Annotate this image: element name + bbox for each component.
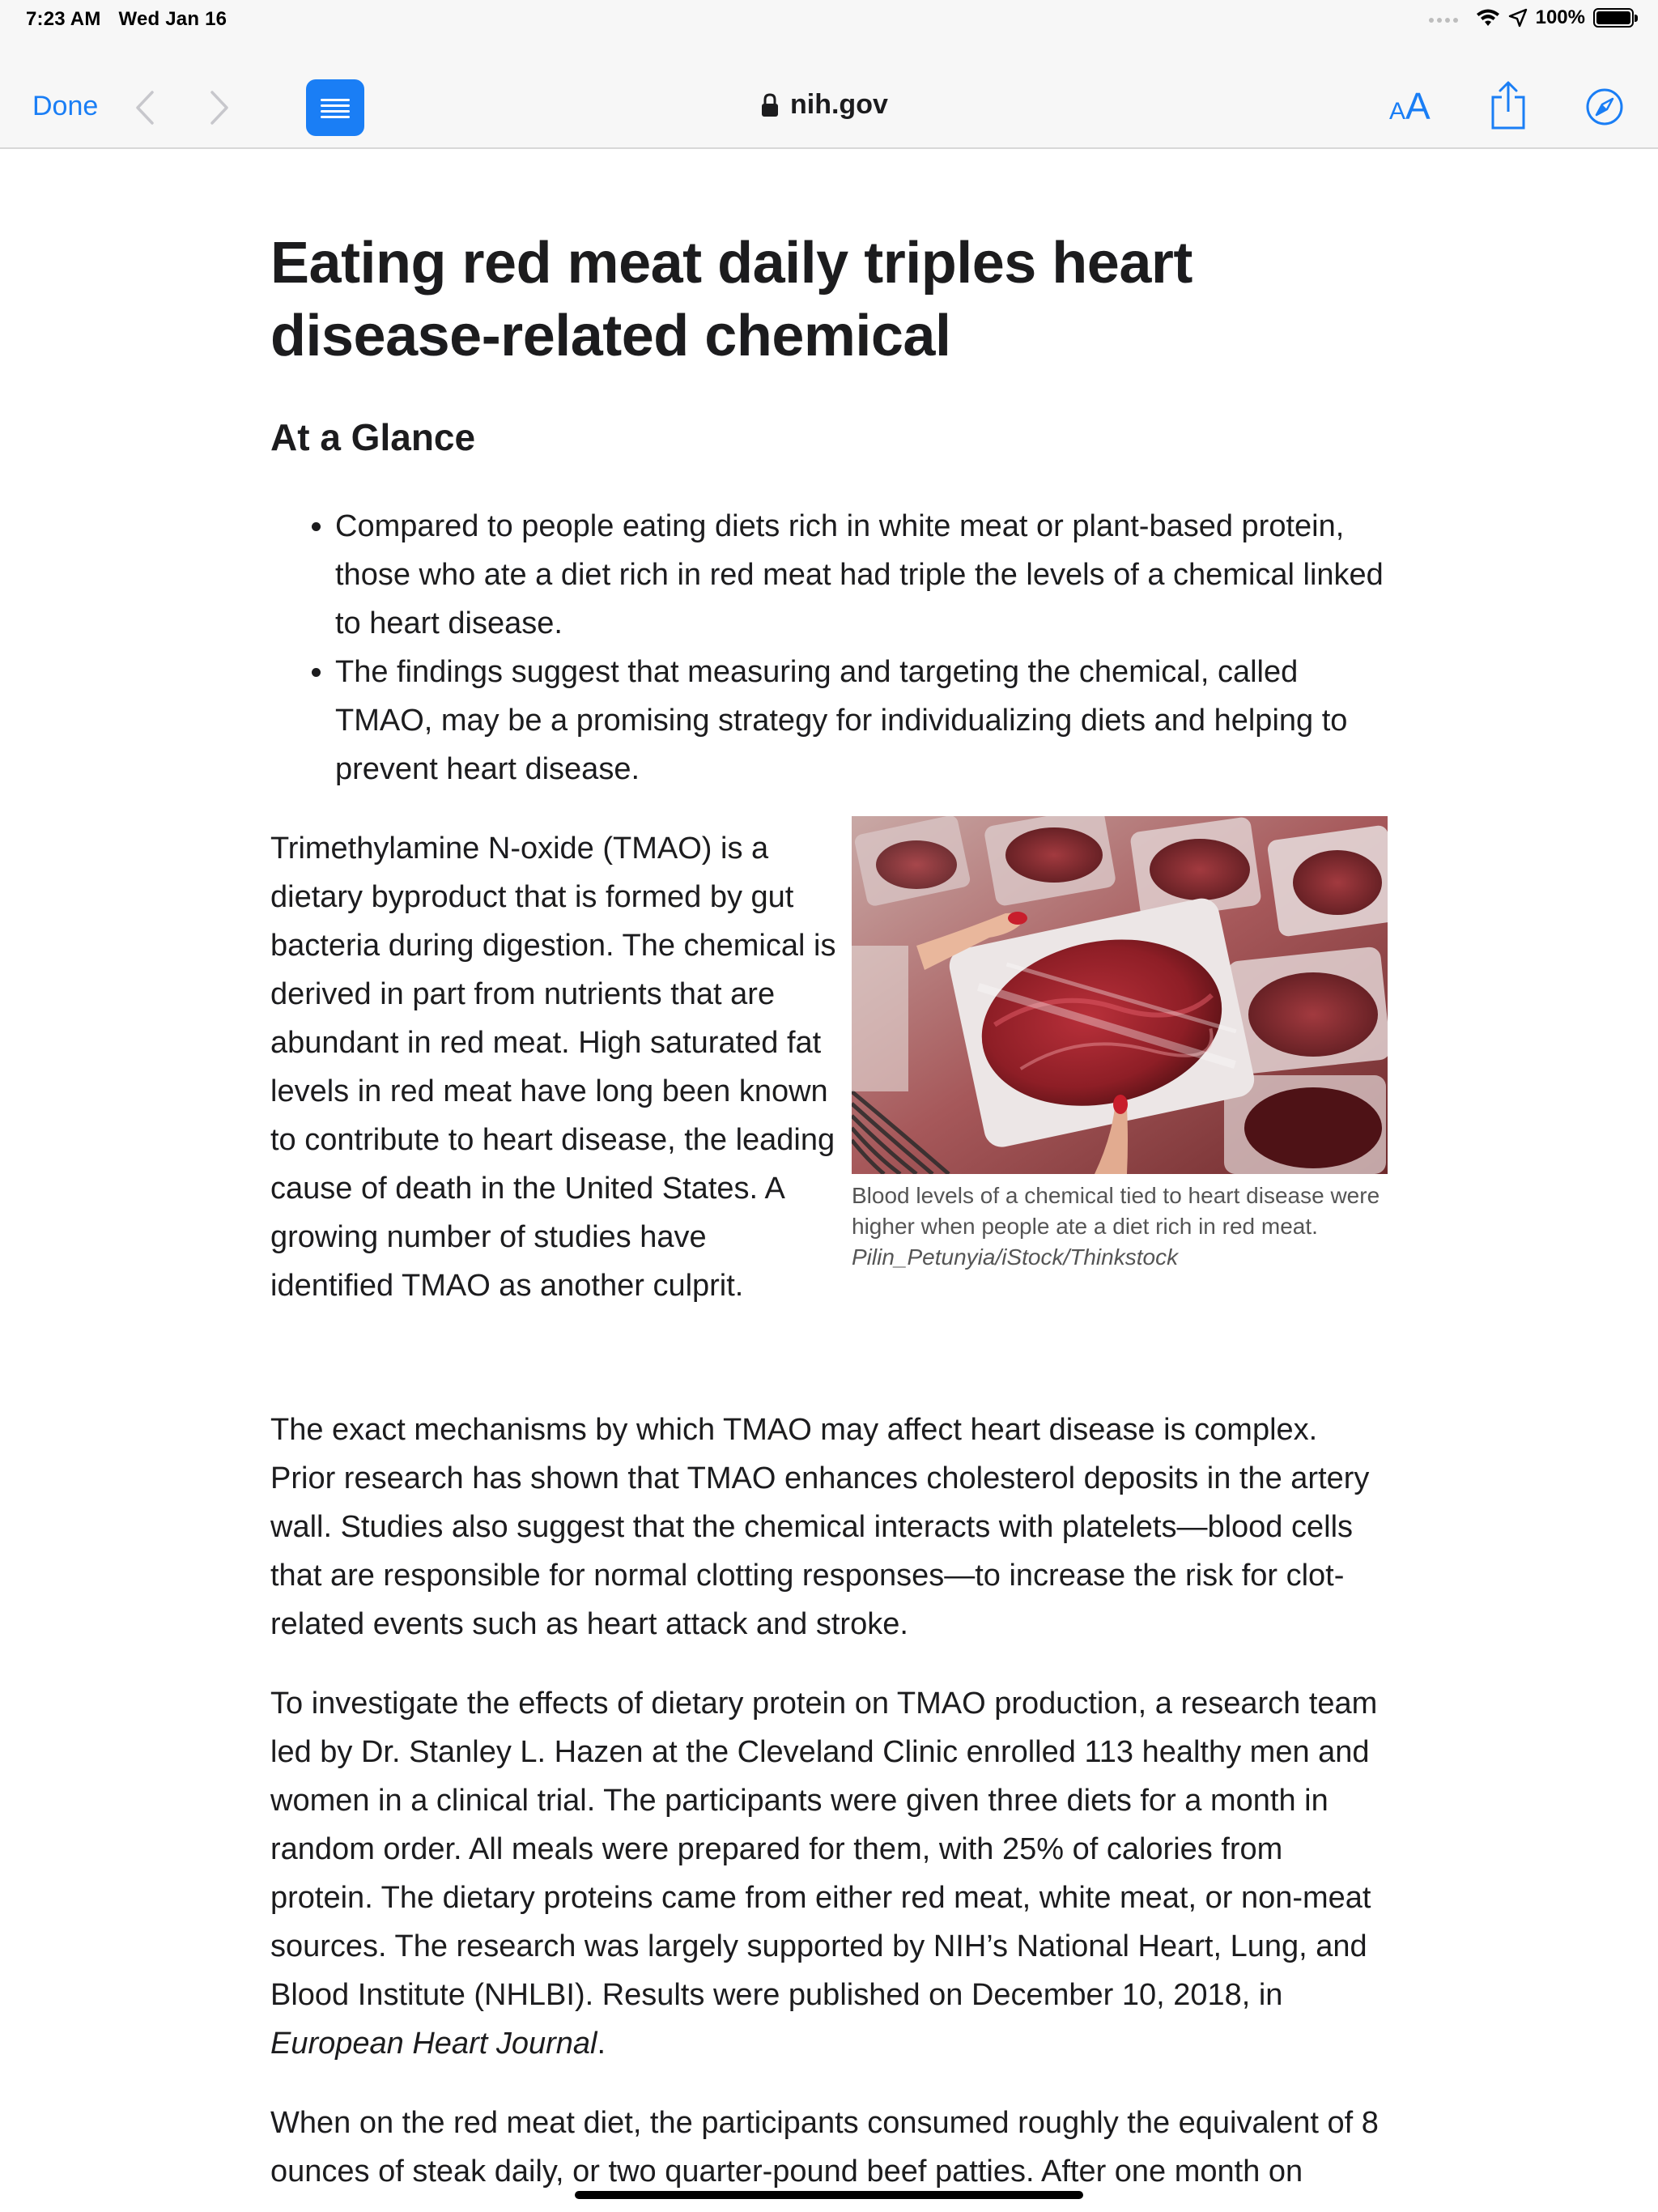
address-bar[interactable] bbox=[761, 89, 888, 121]
reader-icon bbox=[319, 96, 351, 120]
article bbox=[270, 227, 1388, 2196]
status-right bbox=[1429, 6, 1634, 29]
list-item: • The findings suggest that measuring and targeting the chemical, called TMAO, may be a promising strategy for individualizing diets and helping to prevent heart disease. bbox=[335, 648, 1388, 793]
status-bar bbox=[0, 0, 1658, 39]
battery-percent: 100% bbox=[1535, 6, 1585, 28]
paragraph-3-main: To investigate the effects of dietary protein on TMAO production, a research team led by Dr. Stanley L. Hazen at the Cleveland Clinic enrolled 113 healthy men and women in a clinical trial. The participants were given three diets for a month in random order. All meals were prepared for them, with 25% of calories from protein. The dietary proteins came from either red meat, white meat, or non-meat sources. The research was largely supported by NIH’s National Heart, Lung, and Blood Institute (NHLBI). Results were published on December 10, 2018, in bbox=[270, 1687, 1378, 2012]
status-date: Wed Jan 16 bbox=[118, 8, 227, 30]
figure-caption bbox=[852, 1180, 1388, 1273]
text-size-big-label: A bbox=[1405, 85, 1431, 127]
text-size-small-label: A bbox=[1389, 98, 1406, 125]
chevron-left-icon[interactable] bbox=[130, 87, 162, 128]
cellular-signal-icon bbox=[1429, 13, 1458, 23]
photo-credit: Pilin_Petunyia/iStock/Thinkstock bbox=[852, 1244, 1179, 1270]
reader-view-button[interactable] bbox=[306, 79, 364, 136]
paragraph-3-end: . bbox=[597, 2027, 606, 2061]
figure-row bbox=[270, 824, 1388, 1375]
paragraph-3 bbox=[270, 1679, 1388, 2068]
url-text: nih.gov bbox=[790, 89, 888, 120]
wifi-icon bbox=[1476, 8, 1500, 28]
caption-text: Blood levels of a chemical tied to heart disease were higher when people ate a diet rich in red meat. bbox=[852, 1183, 1380, 1239]
compass-icon[interactable] bbox=[1585, 87, 1624, 126]
article-figure bbox=[852, 816, 1388, 1273]
battery-level bbox=[1596, 11, 1630, 24]
glance-bullet-list bbox=[270, 502, 1388, 793]
status-time: 7:23 AM bbox=[26, 8, 101, 30]
lock-icon bbox=[761, 93, 779, 117]
journal-name: European Heart Journal bbox=[270, 2027, 597, 2061]
list-item: • Compared to people eating diets rich in white meat or plant-based protein, those who ate a diet rich in red meat had triple the levels of a chemical linked to heart disease. bbox=[335, 502, 1388, 648]
paragraph-4: When on the red meat diet, the participants consumed roughly the equivalent of 8 ounces of steak daily, or two quarter-pound beef patties. After one month on bbox=[270, 2106, 1379, 2189]
text-size-button[interactable] bbox=[1389, 84, 1431, 128]
article-title: Eating red meat daily triples heart disease-related chemical bbox=[270, 231, 1192, 368]
battery-icon bbox=[1593, 8, 1634, 28]
home-indicator[interactable] bbox=[575, 2191, 1083, 2199]
red-meat-photo bbox=[852, 816, 1388, 1174]
reader-toolbar bbox=[0, 39, 1658, 149]
intro-paragraph: Trimethylamine N-oxide (TMAO) is a dietary byproduct that is formed by gut bacteria during digestion. The chemical is derived in part from nutrients that are abundant in red meat. High saturated fat levels in red meat have long been known to contribute to heart disease, the leading cause of death in the United States. A growing number of studies have identified TMAO as another culprit. bbox=[270, 832, 836, 1303]
location-icon bbox=[1508, 8, 1528, 28]
at-a-glance-heading: At a Glance bbox=[270, 416, 476, 458]
share-icon[interactable] bbox=[1490, 79, 1527, 131]
chevron-right-icon[interactable] bbox=[202, 87, 235, 128]
status-left bbox=[26, 8, 227, 31]
done-button[interactable]: Done bbox=[32, 91, 99, 121]
paragraph-2: The exact mechanisms by which TMAO may affect heart disease is complex. Prior research has shown that TMAO enhances cholesterol deposits in the artery wall. Studies also suggest that the chemical interacts with platelets—blood cells that are responsible for normal clotting responses—to increase the risk for clot-related events such as heart attack and stroke. bbox=[270, 1413, 1370, 1641]
